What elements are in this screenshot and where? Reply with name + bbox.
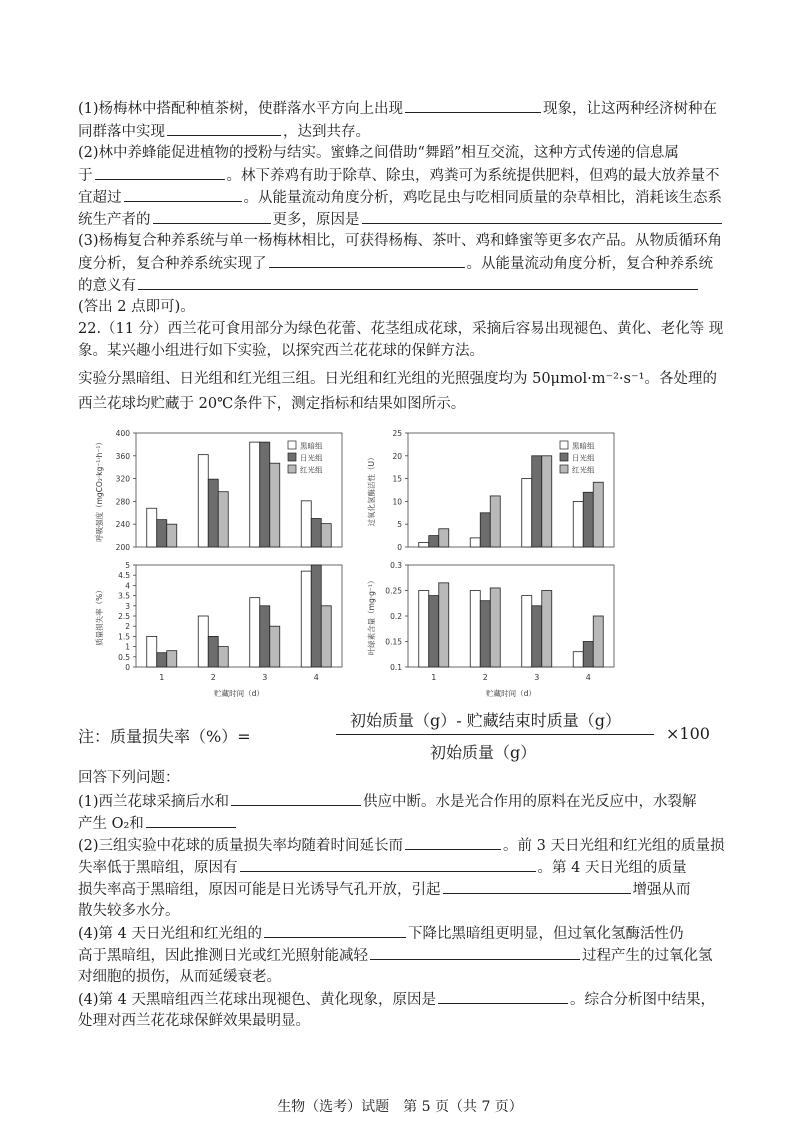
bar-redlight bbox=[439, 529, 449, 547]
bar-dark bbox=[198, 616, 208, 667]
text: 处理对西兰花花球保鲜效果最明显。 bbox=[78, 1013, 310, 1029]
answer-blank[interactable] bbox=[269, 253, 465, 268]
text: 对细胞的损伤，从而延缓衰老。 bbox=[78, 969, 281, 985]
bar-dark bbox=[522, 479, 532, 547]
q21-line-8 bbox=[78, 253, 728, 274]
answer-line-3 bbox=[78, 835, 728, 856]
answer-line-8 bbox=[78, 945, 728, 966]
bar-redlight bbox=[542, 591, 552, 668]
bar-dark bbox=[301, 501, 311, 547]
q21-line-4 bbox=[78, 165, 728, 186]
q21-line-2 bbox=[78, 121, 728, 142]
y-tick-label: 2 bbox=[125, 622, 130, 632]
y-tick-label: 3.5 bbox=[118, 591, 130, 601]
y-tick-label: 1 bbox=[125, 642, 130, 652]
text: 。林下养鸡有助于除草、除虫，鸡粪可为系统提供肥料，但鸡的最大放养量不 bbox=[226, 168, 720, 184]
y-tick-label: 0.1 bbox=[390, 663, 402, 672]
text: (2)林中养蜂能促进植物的授粉与结实。蜜蜂之间借助“舞蹈”相互交流，这种方式传递的信息属 bbox=[78, 145, 679, 161]
q21-line-6 bbox=[78, 209, 728, 230]
legend-swatch bbox=[560, 465, 568, 473]
y-tick-label: 0.3 bbox=[390, 561, 402, 570]
bar-redlight bbox=[167, 524, 177, 547]
bar-redlight bbox=[167, 651, 177, 667]
q21-line-10 bbox=[78, 297, 728, 317]
bar-dark bbox=[470, 538, 480, 547]
y-tick-label: 0 bbox=[397, 543, 402, 552]
legend-label: 日光组 bbox=[300, 453, 323, 463]
y-tick-label: 320 bbox=[115, 474, 130, 484]
text: 增强从而 bbox=[632, 882, 691, 898]
y-tick-label: 1.5 bbox=[118, 632, 130, 642]
text: ，达到共存。 bbox=[283, 124, 370, 140]
y-tick-label: 0.25 bbox=[385, 586, 402, 596]
text: 供应中断。水是光合作用的原料在光反应中，水裂解 bbox=[363, 794, 697, 810]
legend-label: 红光组 bbox=[572, 465, 595, 475]
bar-dark bbox=[198, 455, 208, 547]
bar-sunlight bbox=[429, 596, 439, 667]
answer-blank[interactable] bbox=[362, 209, 722, 224]
legend-swatch bbox=[288, 453, 296, 461]
answer-line-6 bbox=[78, 901, 728, 921]
y-tick-label: 5 bbox=[125, 561, 130, 570]
text: 于 bbox=[78, 168, 93, 184]
formula-denominator: 初始质量（g） bbox=[430, 743, 537, 762]
answer-blank[interactable] bbox=[370, 945, 580, 960]
text: 现象，让这两种经济树种在 bbox=[543, 101, 718, 117]
answer-blank[interactable] bbox=[405, 98, 541, 113]
formula-numerator: 初始质量（g）- 贮藏结束时质量（g） bbox=[350, 711, 621, 730]
bar-dark bbox=[147, 508, 157, 547]
answer-blank[interactable] bbox=[146, 813, 236, 828]
text: 的意义有 bbox=[78, 278, 136, 294]
answer-line-4 bbox=[78, 857, 728, 878]
bar-sunlight bbox=[208, 479, 218, 547]
y-tick-label: 280 bbox=[115, 497, 130, 507]
q21-line-5 bbox=[78, 187, 728, 208]
bar-sunlight bbox=[480, 513, 490, 547]
bar-redlight bbox=[542, 456, 552, 547]
answer-blank[interactable] bbox=[438, 989, 568, 1004]
answer-line-1 bbox=[78, 791, 728, 812]
y-tick-label: 3 bbox=[125, 601, 130, 611]
text: 下降比黑暗组更明显，但过氧化氢酶活性仍 bbox=[407, 926, 684, 942]
text: 实验分黑暗组、日光组和红光组三组。日光组和红光组的光照强度均为 50μmol·m⁻²·s⁻¹。各处理的 bbox=[78, 371, 717, 387]
q22-line-4 bbox=[78, 394, 728, 414]
text: (1)西兰花球采摘后水和 bbox=[78, 794, 230, 810]
bar-sunlight bbox=[311, 565, 321, 667]
q21-line-9 bbox=[78, 275, 728, 296]
text: 更多，原因是 bbox=[272, 212, 360, 228]
answer-blank[interactable] bbox=[264, 923, 406, 938]
bar-sunlight bbox=[208, 636, 218, 667]
y-tick-label: 200 bbox=[115, 543, 130, 552]
bar-dark bbox=[419, 542, 429, 547]
answer-line-9 bbox=[78, 967, 728, 987]
y-tick-label: 360 bbox=[115, 451, 130, 461]
x-tick-label: 4 bbox=[585, 673, 591, 682]
q22-line-3 bbox=[78, 369, 728, 389]
bar-sunlight bbox=[157, 653, 167, 667]
bar-redlight bbox=[321, 524, 331, 547]
note-label: 注：质量损失率（%）= bbox=[78, 727, 251, 746]
bar-charts-figure bbox=[0, 415, 800, 705]
legend-swatch bbox=[560, 441, 568, 449]
y-tick-label: 240 bbox=[115, 520, 130, 530]
answer-blank[interactable] bbox=[231, 791, 361, 806]
answer-line-11 bbox=[78, 1011, 728, 1031]
y-tick-label: 0.2 bbox=[390, 612, 402, 621]
bar-dark bbox=[250, 598, 260, 667]
bar-redlight bbox=[593, 616, 603, 667]
bar-redlight bbox=[270, 626, 280, 667]
y-axis-label: 过氧化氢酶活性（U） bbox=[367, 453, 376, 527]
text: 产生 O₂和 bbox=[78, 816, 144, 832]
answer-line-10 bbox=[78, 989, 728, 1010]
text: 。从能量流动角度分析，复合种养系统 bbox=[466, 256, 713, 272]
text: 宜超过 bbox=[78, 190, 122, 206]
bar-redlight bbox=[490, 496, 500, 547]
text: (4)第 4 天黑暗组西兰花球出现褪色、黄化现象，原因是 bbox=[78, 992, 436, 1008]
x-tick-label: 2 bbox=[482, 673, 488, 682]
bar-sunlight bbox=[157, 520, 167, 547]
text: 。综合分析图中结果， bbox=[569, 992, 715, 1008]
q21-line-7 bbox=[78, 231, 728, 251]
y-tick-label: 0.5 bbox=[118, 652, 130, 662]
bar-dark bbox=[470, 591, 480, 668]
legend-swatch bbox=[288, 441, 296, 449]
q22-line-2 bbox=[78, 341, 728, 361]
text: 。第 4 天日光组的质量 bbox=[537, 860, 687, 876]
text: 失率低于黑暗组，原因有 bbox=[78, 860, 238, 876]
y-tick-label: 4 bbox=[125, 581, 130, 591]
bar-sunlight bbox=[429, 536, 439, 547]
legend-label: 红光组 bbox=[300, 465, 323, 475]
answer-blank[interactable] bbox=[124, 187, 242, 202]
answer-line-5 bbox=[78, 879, 728, 900]
legend-label: 黑暗组 bbox=[300, 441, 323, 451]
answer-blank[interactable] bbox=[153, 209, 271, 224]
y-axis-label: 呼吸强度（mgCO₂·kg⁻¹·h⁻¹） bbox=[95, 438, 104, 542]
bar-redlight bbox=[439, 583, 449, 667]
x-tick-label: 4 bbox=[313, 673, 319, 682]
bar-sunlight bbox=[583, 492, 593, 547]
text: (3)杨梅复合种养系统与单一杨梅林相比，可获得杨梅、茶叶、鸡和蜂蜜等更多农产品。从物质循环角 bbox=[78, 233, 723, 249]
y-tick-label: 4.5 bbox=[118, 571, 130, 581]
text: (答出 2 点即可)。 bbox=[78, 299, 195, 315]
bar-redlight bbox=[490, 588, 500, 667]
y-tick-label: 20 bbox=[392, 451, 402, 461]
bar-dark bbox=[573, 501, 583, 547]
x-tick-label: 2 bbox=[210, 673, 216, 682]
answer-blank[interactable] bbox=[167, 121, 281, 136]
bar-redlight bbox=[270, 463, 280, 547]
q22-line-1 bbox=[78, 319, 728, 339]
text: 损失率高于黑暗组，原因可能是日光诱导气孔开放，引起 bbox=[78, 882, 441, 898]
text: 22.（11 分）西兰花可食用部分为绿色花蕾、花茎组成花球，采摘后容易出现褪色、黄化、老化等 现 bbox=[78, 321, 724, 337]
y-tick-label: 15 bbox=[392, 474, 402, 484]
bar-sunlight bbox=[583, 642, 593, 668]
y-tick-label: 25 bbox=[392, 429, 402, 438]
text: 西兰花球均贮藏于 20℃条件下，测定指标和结果如图所示。 bbox=[78, 396, 466, 412]
y-tick-label: 400 bbox=[115, 429, 130, 438]
x-axis-label: 贮藏时间（d） bbox=[486, 689, 536, 698]
bar-redlight bbox=[593, 482, 603, 547]
page-footer: 生物（选考）试题 第 5 页（共 7 页） bbox=[277, 1099, 523, 1115]
legend-swatch bbox=[288, 465, 296, 473]
answer-blank[interactable] bbox=[95, 165, 225, 180]
text: 高于黑暗组，因此推测日光或红光照射能减轻 bbox=[78, 948, 368, 964]
y-axis-label: 叶绿素含量（mg·g⁻¹） bbox=[367, 576, 376, 656]
bar-redlight bbox=[321, 606, 331, 667]
bar-dark bbox=[147, 636, 157, 667]
text: 回答下列问题： bbox=[78, 770, 180, 786]
text: 。前 3 天日光组和红光组的质量损 bbox=[503, 838, 725, 854]
y-axis-label: 质量损失率（%） bbox=[95, 586, 104, 646]
answer-line-7 bbox=[78, 923, 728, 944]
answer-blank[interactable] bbox=[240, 857, 536, 872]
bar-dark bbox=[419, 591, 429, 668]
bar-sunlight bbox=[480, 601, 490, 667]
bar-redlight bbox=[218, 492, 228, 547]
text: 散失较多水分。 bbox=[78, 903, 180, 919]
x-axis-label: 贮藏时间（d） bbox=[214, 689, 264, 698]
text: 象。某兴趣小组进行如下实验，以探究西兰花花球的保鲜方法。 bbox=[78, 343, 484, 359]
y-tick-label: 0 bbox=[125, 663, 130, 672]
bar-sunlight bbox=[532, 606, 542, 667]
bar-sunlight bbox=[532, 456, 542, 547]
bar-redlight bbox=[218, 647, 228, 667]
x-tick-label: 1 bbox=[159, 673, 165, 682]
formula-multiplier: ×100 bbox=[666, 724, 710, 743]
x-tick-label: 3 bbox=[262, 673, 268, 682]
answer-blank[interactable] bbox=[138, 275, 698, 290]
y-tick-label: 2.5 bbox=[118, 612, 130, 621]
x-tick-label: 3 bbox=[534, 673, 540, 682]
text: (2)三组实验中花球的质量损失率均随着时间延长而 bbox=[78, 838, 404, 854]
text: (1)杨梅林中搭配种植茶树，使群落水平方向上出现 bbox=[78, 101, 404, 117]
y-tick-label: 10 bbox=[392, 497, 402, 507]
text: 同群落中实现 bbox=[78, 124, 165, 140]
text: (4)第 4 天日光组和红光组的 bbox=[78, 926, 262, 942]
x-tick-label: 1 bbox=[431, 673, 437, 682]
legend-label: 日光组 bbox=[572, 453, 595, 463]
fraction-bar bbox=[336, 734, 654, 735]
bar-dark bbox=[573, 652, 583, 667]
bar-sunlight bbox=[260, 606, 270, 667]
legend-swatch bbox=[560, 453, 568, 461]
bar-sunlight bbox=[311, 519, 321, 548]
answer-blank[interactable] bbox=[443, 879, 631, 894]
bar-dark bbox=[301, 571, 311, 667]
bar-sunlight bbox=[260, 442, 270, 547]
answer-line-2 bbox=[78, 813, 728, 834]
text: 度分析，复合种养系统实现了 bbox=[78, 256, 267, 272]
text: 。从能量流动角度分析，鸡吃昆虫与吃相同质量的杂草相比，消耗该生态系 bbox=[243, 190, 722, 206]
legend-label: 黑暗组 bbox=[572, 441, 595, 451]
text: 过程产生的过氧化氢 bbox=[582, 948, 713, 964]
formula-note bbox=[78, 708, 728, 768]
answer-blank[interactable] bbox=[405, 835, 501, 850]
answers-heading bbox=[78, 768, 728, 788]
y-tick-label: 5 bbox=[397, 520, 402, 530]
q21-line-1 bbox=[78, 98, 728, 119]
y-tick-label: 0.15 bbox=[385, 637, 402, 647]
text: 统生产者的 bbox=[78, 212, 151, 228]
bar-dark bbox=[522, 596, 532, 667]
bar-dark bbox=[250, 442, 260, 547]
q21-line-3 bbox=[78, 143, 728, 163]
